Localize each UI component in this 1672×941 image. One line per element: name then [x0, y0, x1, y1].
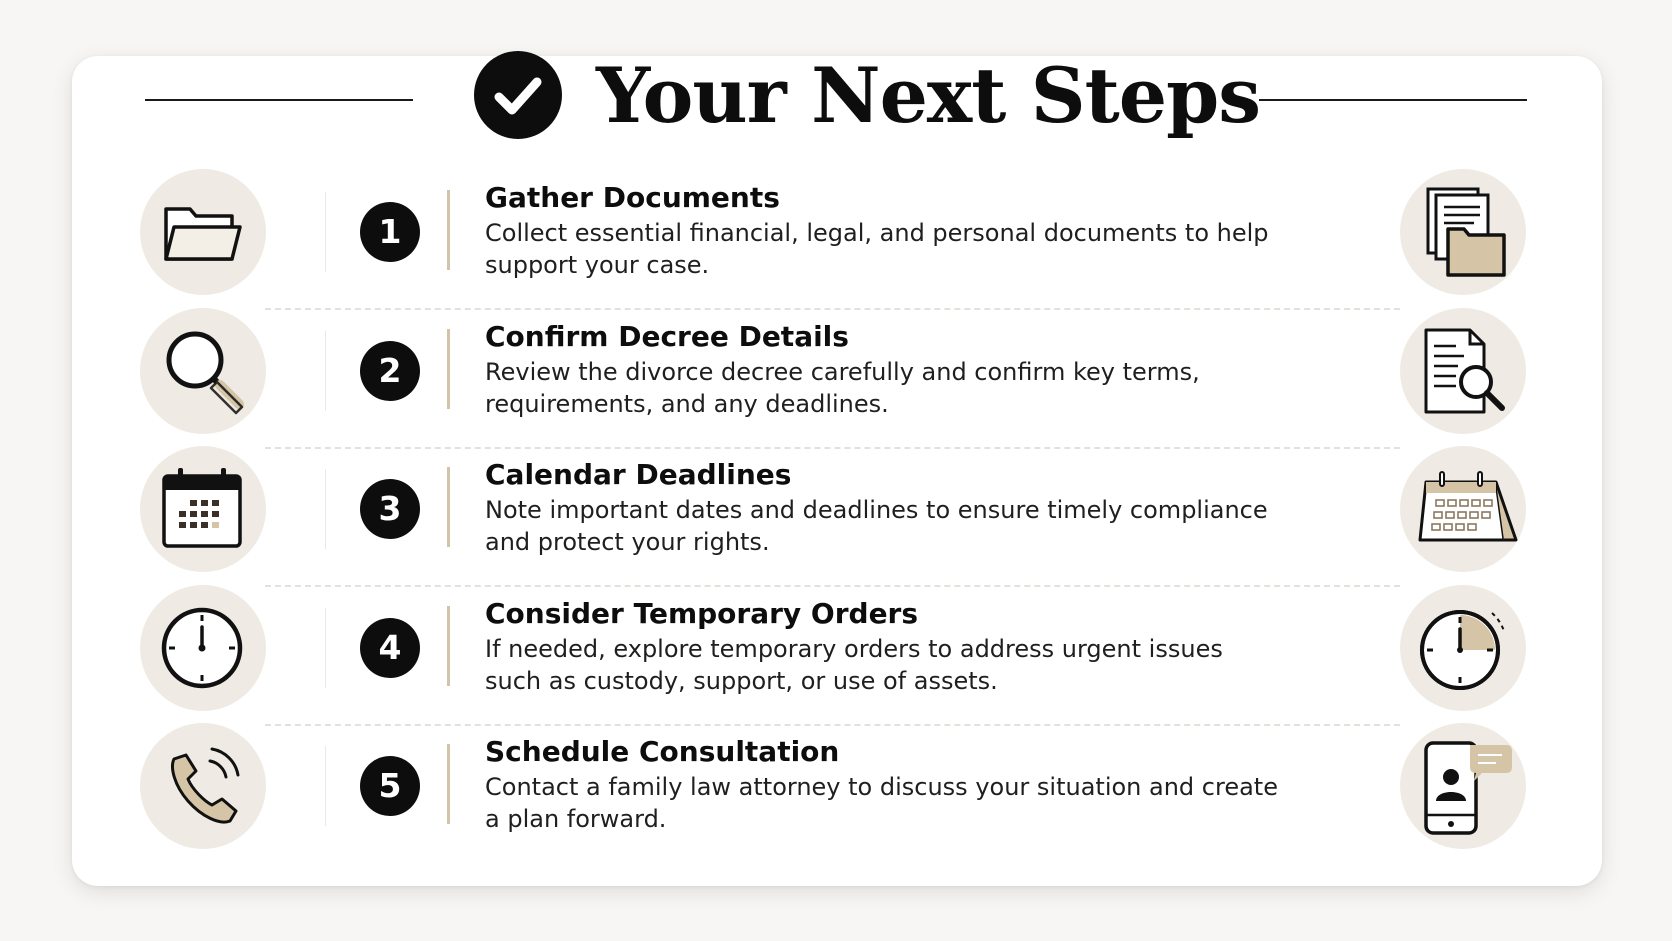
check-circle-icon — [474, 51, 562, 139]
header-rule-right — [1259, 99, 1527, 101]
folder-icon — [140, 169, 266, 295]
header-rule-left — [145, 99, 413, 101]
page-title: Your Next Steps — [596, 51, 1261, 140]
magnifier-icon — [140, 308, 266, 434]
document-search-icon — [1400, 308, 1526, 434]
step-title: Schedule Consultation — [485, 735, 840, 768]
step-item-consider-temporary-orders — [0, 580, 1672, 718]
step-number-badge: 5 — [360, 756, 420, 816]
step-rule-faint — [325, 746, 326, 826]
step-accent-rule — [447, 329, 450, 409]
step-number-badge: 3 — [360, 479, 420, 539]
documents-folder-icon — [1400, 169, 1526, 295]
step-title: Consider Temporary Orders — [485, 597, 919, 630]
step-title: Gather Documents — [485, 181, 780, 214]
timer-clock-icon — [1400, 585, 1526, 711]
step-title: Calendar Deadlines — [485, 458, 792, 491]
mobile-chat-icon — [1400, 723, 1526, 849]
step-item-schedule-consultation — [0, 718, 1672, 856]
step-rule-faint — [325, 331, 326, 411]
step-title: Confirm Decree Details — [485, 320, 849, 353]
step-description: Collect essential financial, legal, and personal documents to help support your case. — [485, 219, 1269, 279]
step-number-badge: 1 — [360, 202, 420, 262]
calendar-icon — [140, 446, 266, 572]
step-number-badge: 4 — [360, 618, 420, 678]
step-accent-rule — [447, 606, 450, 686]
step-accent-rule — [447, 744, 450, 824]
step-description: Contact a family law attorney to discuss your situation and create a plan forward. — [485, 773, 1278, 833]
step-item-confirm-decree-details — [0, 303, 1672, 441]
step-rule-faint — [325, 192, 326, 272]
step-description: Review the divorce decree carefully and confirm key terms, requirements, and any deadlines. — [485, 358, 1200, 418]
step-number-badge: 2 — [360, 341, 420, 401]
step-item-calendar-deadlines — [0, 441, 1672, 579]
step-item-gather-documents — [0, 164, 1672, 302]
step-accent-rule — [447, 467, 450, 547]
step-description: If needed, explore temporary orders to address urgent issues such as custody, support, or use of assets. — [485, 635, 1223, 695]
step-rule-faint — [325, 608, 326, 688]
step-rule-faint — [325, 469, 326, 549]
step-accent-rule — [447, 190, 450, 270]
desk-calendar-icon — [1400, 446, 1526, 572]
step-description: Note important dates and deadlines to ensure timely compliance and protect your rights. — [485, 496, 1268, 556]
phone-call-icon — [140, 723, 266, 849]
clock-icon — [140, 585, 266, 711]
